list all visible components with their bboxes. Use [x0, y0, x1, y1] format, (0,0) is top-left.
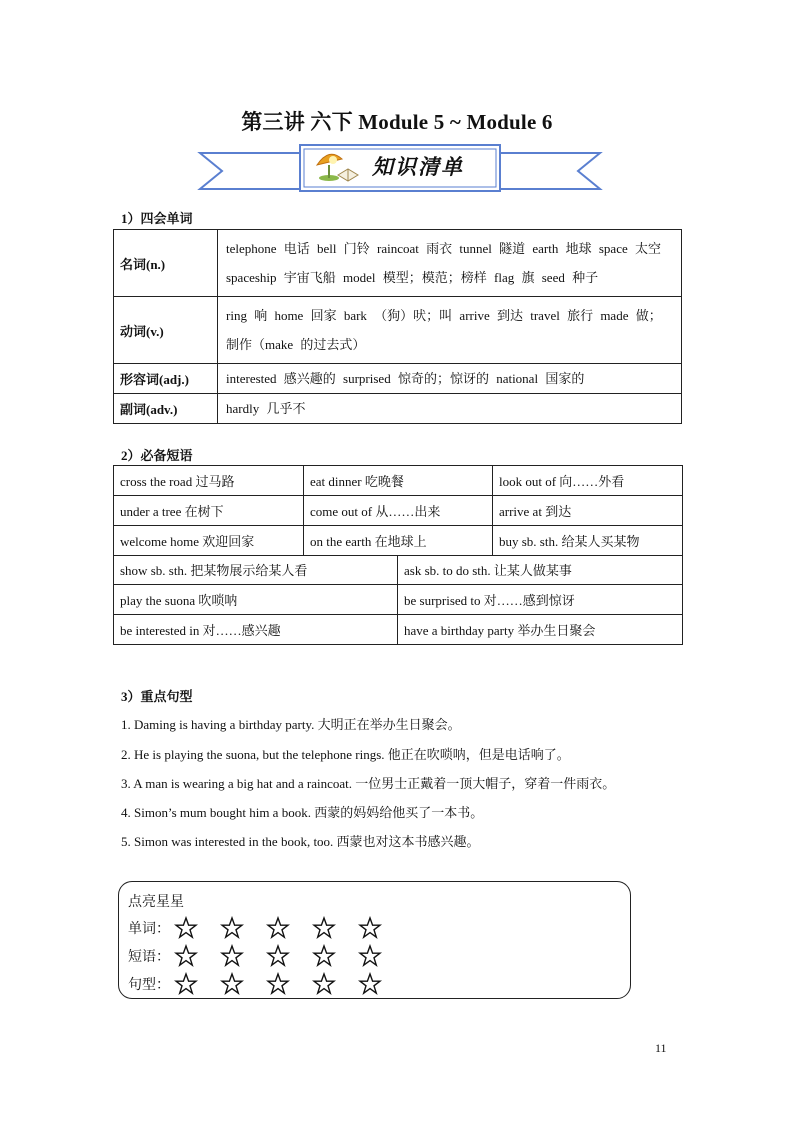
sentence-item: 1. Daming is having a birthday party. 大明正在举办生日聚会。 — [121, 717, 461, 732]
phrase-cell: under a tree 在树下 — [114, 496, 304, 526]
star-row-label: 短语： — [128, 950, 170, 965]
section-heading-phrases: 2）必备短语 — [121, 448, 193, 463]
vocab-category: 形容词(adj.) — [114, 364, 218, 394]
phrase-cell: be interested in 对……感兴趣 — [114, 615, 398, 645]
star-row-label: 句型： — [128, 978, 170, 993]
vocab-words: hardly 几乎不 — [218, 394, 682, 424]
phrase-cell: show sb. sth. 把某物展示给某人看 — [114, 555, 398, 585]
star-icon[interactable] — [266, 915, 312, 941]
phrase-cell: cross the road 过马路 — [114, 466, 304, 496]
star-icon[interactable] — [174, 971, 220, 997]
table-row — [114, 230, 682, 297]
vocab-table — [113, 229, 682, 424]
vocab-category: 副词(adv.) — [114, 394, 218, 424]
phrase-table-three-col — [113, 465, 683, 556]
sentence-item: 4. Simon’s mum bought him a book. 西蒙的妈妈给他买了一本书。 — [121, 805, 484, 820]
table-row — [114, 394, 682, 424]
table-row — [114, 297, 682, 364]
star-rating-box — [118, 881, 631, 999]
star-row-words — [128, 915, 404, 941]
star-icon[interactable] — [312, 943, 358, 969]
table-row — [114, 615, 683, 645]
sentence-item: 2. He is playing the suona, but the telephone rings. 他正在吹唢呐，但是电话响了。 — [121, 747, 570, 762]
star-icon[interactable] — [220, 915, 266, 941]
section-heading-vocab: 1）四会单词 — [121, 211, 193, 226]
star-icon[interactable] — [358, 943, 404, 969]
table-row — [114, 526, 683, 556]
phrase-cell: have a birthday party 举办生日聚会 — [398, 615, 683, 645]
section-heading-sentences: 3）重点句型 — [121, 689, 193, 704]
banner-label: 知识清单 — [372, 155, 464, 179]
page-title: 第三讲 六下 Module 5 ~ Module 6 — [241, 110, 553, 134]
table-row — [114, 496, 683, 526]
phrase-cell: eat dinner 吃晚餐 — [304, 466, 493, 496]
section-banner — [196, 143, 604, 195]
star-row-phrases — [128, 943, 404, 969]
star-icon[interactable] — [266, 943, 312, 969]
star-icon[interactable] — [312, 915, 358, 941]
vocab-words: ring 响 home 回家 bark （狗）吠；叫 arrive 到达 travel 旅行 made 做；制作（make 的过去式） — [218, 297, 682, 364]
phrase-cell: come out of 从……出来 — [304, 496, 493, 526]
star-icon[interactable] — [220, 943, 266, 969]
table-row — [114, 466, 683, 496]
sentence-item: 5. Simon was interested in the book, too. 西蒙也对这本书感兴趣。 — [121, 834, 480, 849]
phrase-cell: welcome home 欢迎回家 — [114, 526, 304, 556]
sentence-item: 3. A man is wearing a big hat and a raincoat. 一位男士正戴着一顶大帽子，穿着一件雨衣。 — [121, 776, 616, 791]
star-icon[interactable] — [312, 971, 358, 997]
table-row — [114, 585, 683, 615]
phrase-cell: look out of 向……外看 — [493, 466, 683, 496]
phrase-cell: play the suona 吹唢呐 — [114, 585, 398, 615]
phrase-cell: be surprised to 对……感到惊讶 — [398, 585, 683, 615]
page-number: 11 — [655, 1041, 667, 1055]
phrase-cell: arrive at 到达 — [493, 496, 683, 526]
table-row — [114, 555, 683, 585]
phrase-cell: ask sb. to do sth. 让某人做某事 — [398, 555, 683, 585]
phrase-cell: on the earth 在地球上 — [304, 526, 493, 556]
star-box-title: 点亮星星 — [128, 895, 184, 910]
table-row — [114, 364, 682, 394]
star-icon[interactable] — [220, 971, 266, 997]
phrase-cell: buy sb. sth. 给某人买某物 — [493, 526, 683, 556]
vocab-category: 动词(v.) — [114, 297, 218, 364]
vocab-words: telephone 电话 bell 门铃 raincoat 雨衣 tunnel 隧道 earth 地球 space 太空 spaceship 宇宙飞船 model 模型；模范；榜样 flag 旗 seed 种子 — [218, 230, 682, 297]
star-icon[interactable] — [358, 971, 404, 997]
vocab-category: 名词(n.) — [114, 230, 218, 297]
star-row-label: 单词： — [128, 922, 170, 937]
vocab-words: interested 感兴趣的 surprised 惊奇的；惊讶的 national 国家的 — [218, 364, 682, 394]
phrase-table-two-col — [113, 555, 683, 645]
star-icon[interactable] — [358, 915, 404, 941]
star-icon[interactable] — [174, 943, 220, 969]
star-icon[interactable] — [266, 971, 312, 997]
star-icon[interactable] — [174, 915, 220, 941]
star-row-sentences — [128, 971, 404, 997]
